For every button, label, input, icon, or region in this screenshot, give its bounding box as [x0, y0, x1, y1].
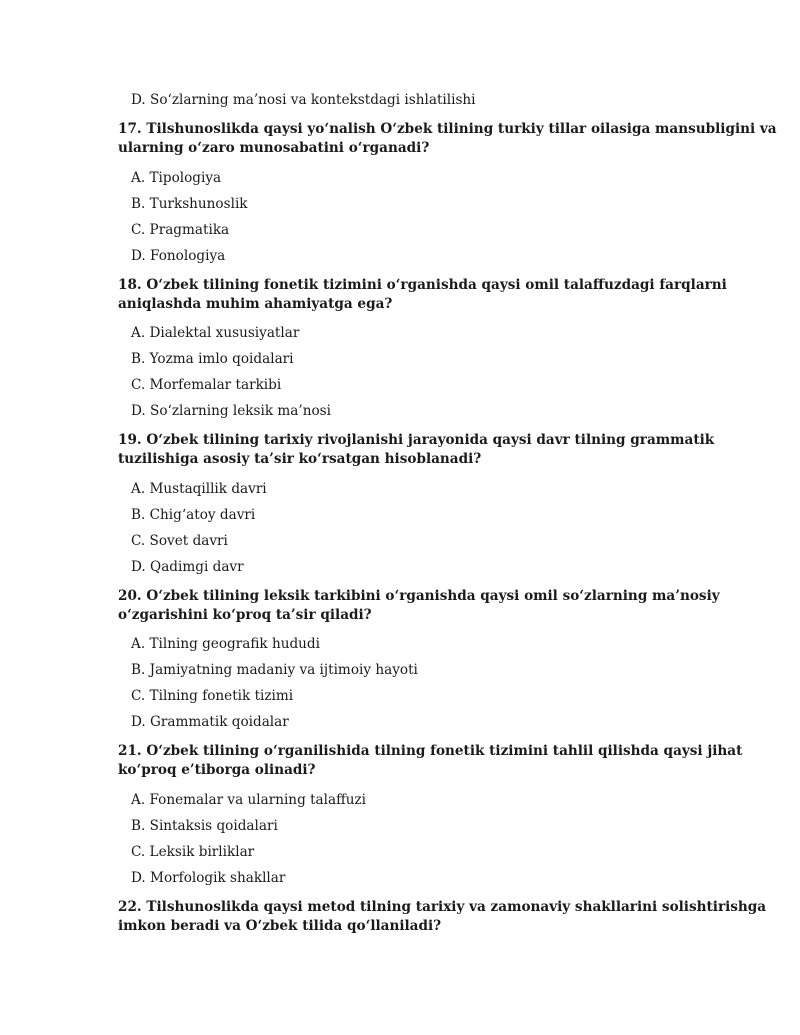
question-18-line-1: 18. O‘zbek tilining fonetik tizimini o‘rganishda qaysi omil talaffuzdagi farqlarni: [118, 277, 727, 293]
option-21-a: A. Fonemalar va ularning talaffuzi: [131, 792, 367, 808]
option-20-b: B. Jamiyatning madaniy va ijtimoiy hayoti: [131, 662, 418, 678]
option-18-d: D. So‘zlarning leksik ma’nosi: [131, 403, 331, 419]
question-22-line-1: 22. Tilshunoslikda qaysi metod tilning tarixiy va zamonaviy shakllarini solishtirishga: [118, 899, 767, 915]
option-21-c: C. Leksik birliklar: [131, 844, 255, 860]
option-18-c: C. Morfemalar tarkibi: [131, 377, 282, 393]
question-20-line-1: 20. O‘zbek tilining leksik tarkibini o‘rganishda qaysi omil so‘zlarning ma’nosiy: [118, 588, 720, 604]
question-17-line-1: 17. Tilshunoslikda qaysi yo‘nalish O‘zbek tilining turkiy tillar oilasiga mansubligini va: [118, 121, 777, 137]
option-19-b: B. Chig‘atoy davri: [131, 507, 256, 523]
option-21-d: D. Morfologik shakllar: [131, 870, 286, 886]
option-21-b: B. Sintaksis qoidalari: [131, 818, 278, 834]
question-22-line-2: imkon beradi va O‘zbek tilida qo‘llaniladi?: [118, 918, 442, 934]
option-20-a: A. Tilning geografik hududi: [131, 636, 320, 652]
option-19-d: D. Qadimgi davr: [131, 559, 244, 575]
option-19-c: C. Sovet davri: [131, 533, 228, 549]
option-17-b: B. Turkshunoslik: [131, 196, 248, 212]
question-19-line-2: tuzilishiga asosiy ta’sir ko‘rsatgan hisoblanadi?: [118, 451, 482, 467]
option-19-a: A. Mustaqillik davri: [131, 481, 267, 497]
option-18-b: B. Yozma imlo qoidalari: [131, 351, 294, 367]
option-17-d: D. Fonologiya: [131, 248, 226, 264]
option-18-a: A. Dialektal xususiyatlar: [131, 325, 300, 341]
option-16-d: D. So‘zlarning ma’nosi va kontekstdagi ishlatilishi: [131, 92, 476, 108]
question-21-line-2: ko‘proq e’tiborga olinadi?: [118, 762, 316, 778]
question-20-line-2: o‘zgarishini ko‘proq ta’sir qiladi?: [118, 607, 372, 623]
question-17-line-2: ularning o‘zaro munosabatini o‘rganadi?: [118, 140, 430, 156]
question-18-line-2: aniqlashda muhim ahamiyatga ega?: [118, 296, 393, 312]
question-19-line-1: 19. O‘zbek tilining tarixiy rivojlanishi jarayonida qaysi davr tilning grammatik: [118, 432, 715, 448]
question-21-line-1: 21. O‘zbek tilining o‘rganilishida tilning fonetik tizimini tahlil qilishda qaysi jihat: [118, 743, 743, 759]
option-20-c: C. Tilning fonetik tizimi: [131, 688, 294, 704]
option-17-a: A. Tipologiya: [131, 170, 222, 186]
option-17-c: C. Pragmatika: [131, 222, 230, 238]
option-20-d: D. Grammatik qoidalar: [131, 714, 289, 730]
